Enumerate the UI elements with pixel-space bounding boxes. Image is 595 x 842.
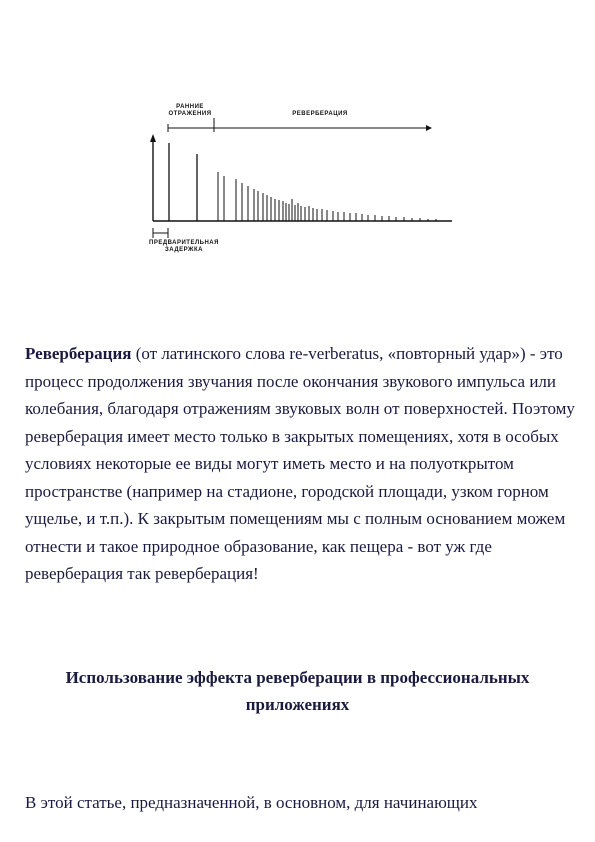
early-reflections-label: РАННИЕ ОТРАЖЕНИЯ [168, 104, 212, 117]
article-paragraph: В этой статье, предназначенной, в основном, для начинающих [25, 793, 478, 812]
predelay-label: ПРЕДВАРИТЕЛЬНАЯ ЗАДЕРЖКА [149, 240, 219, 253]
y-axis-arrowhead [150, 134, 156, 142]
reverb-arrowhead [426, 125, 432, 131]
reverb-diagram-graphic [0, 0, 595, 280]
reverb-diagram [0, 0, 595, 280]
term-reverberation: Реверберация [25, 344, 132, 363]
intro-paragraph-text: (от латинского слова re-verberatus, «повторный удар») - это процесс продолжения звучания после окончания звукового импульса или колебания, благодаря отражениям звуковых волн от поверхностей. Поэтому реверберация имеет место только в закрытых помещениях, хотя в особых условиях некоторые ее виды могут иметь место и на полуоткрытом пространстве (например на стадионе, городской площади, узком горном ущелье, и т.п.). К закрытым помещениям мы с полным основанием можем отнести и такое природное образование, как пещера - вот уж где реверберация так реверберация! [25, 344, 575, 583]
section-heading: Использование эффекта реверберации в профессиональных приложениях [65, 668, 530, 714]
intro-paragraph [25, 340, 575, 588]
reverberation-label: РЕВЕРБЕРАЦИЯ [292, 111, 348, 117]
